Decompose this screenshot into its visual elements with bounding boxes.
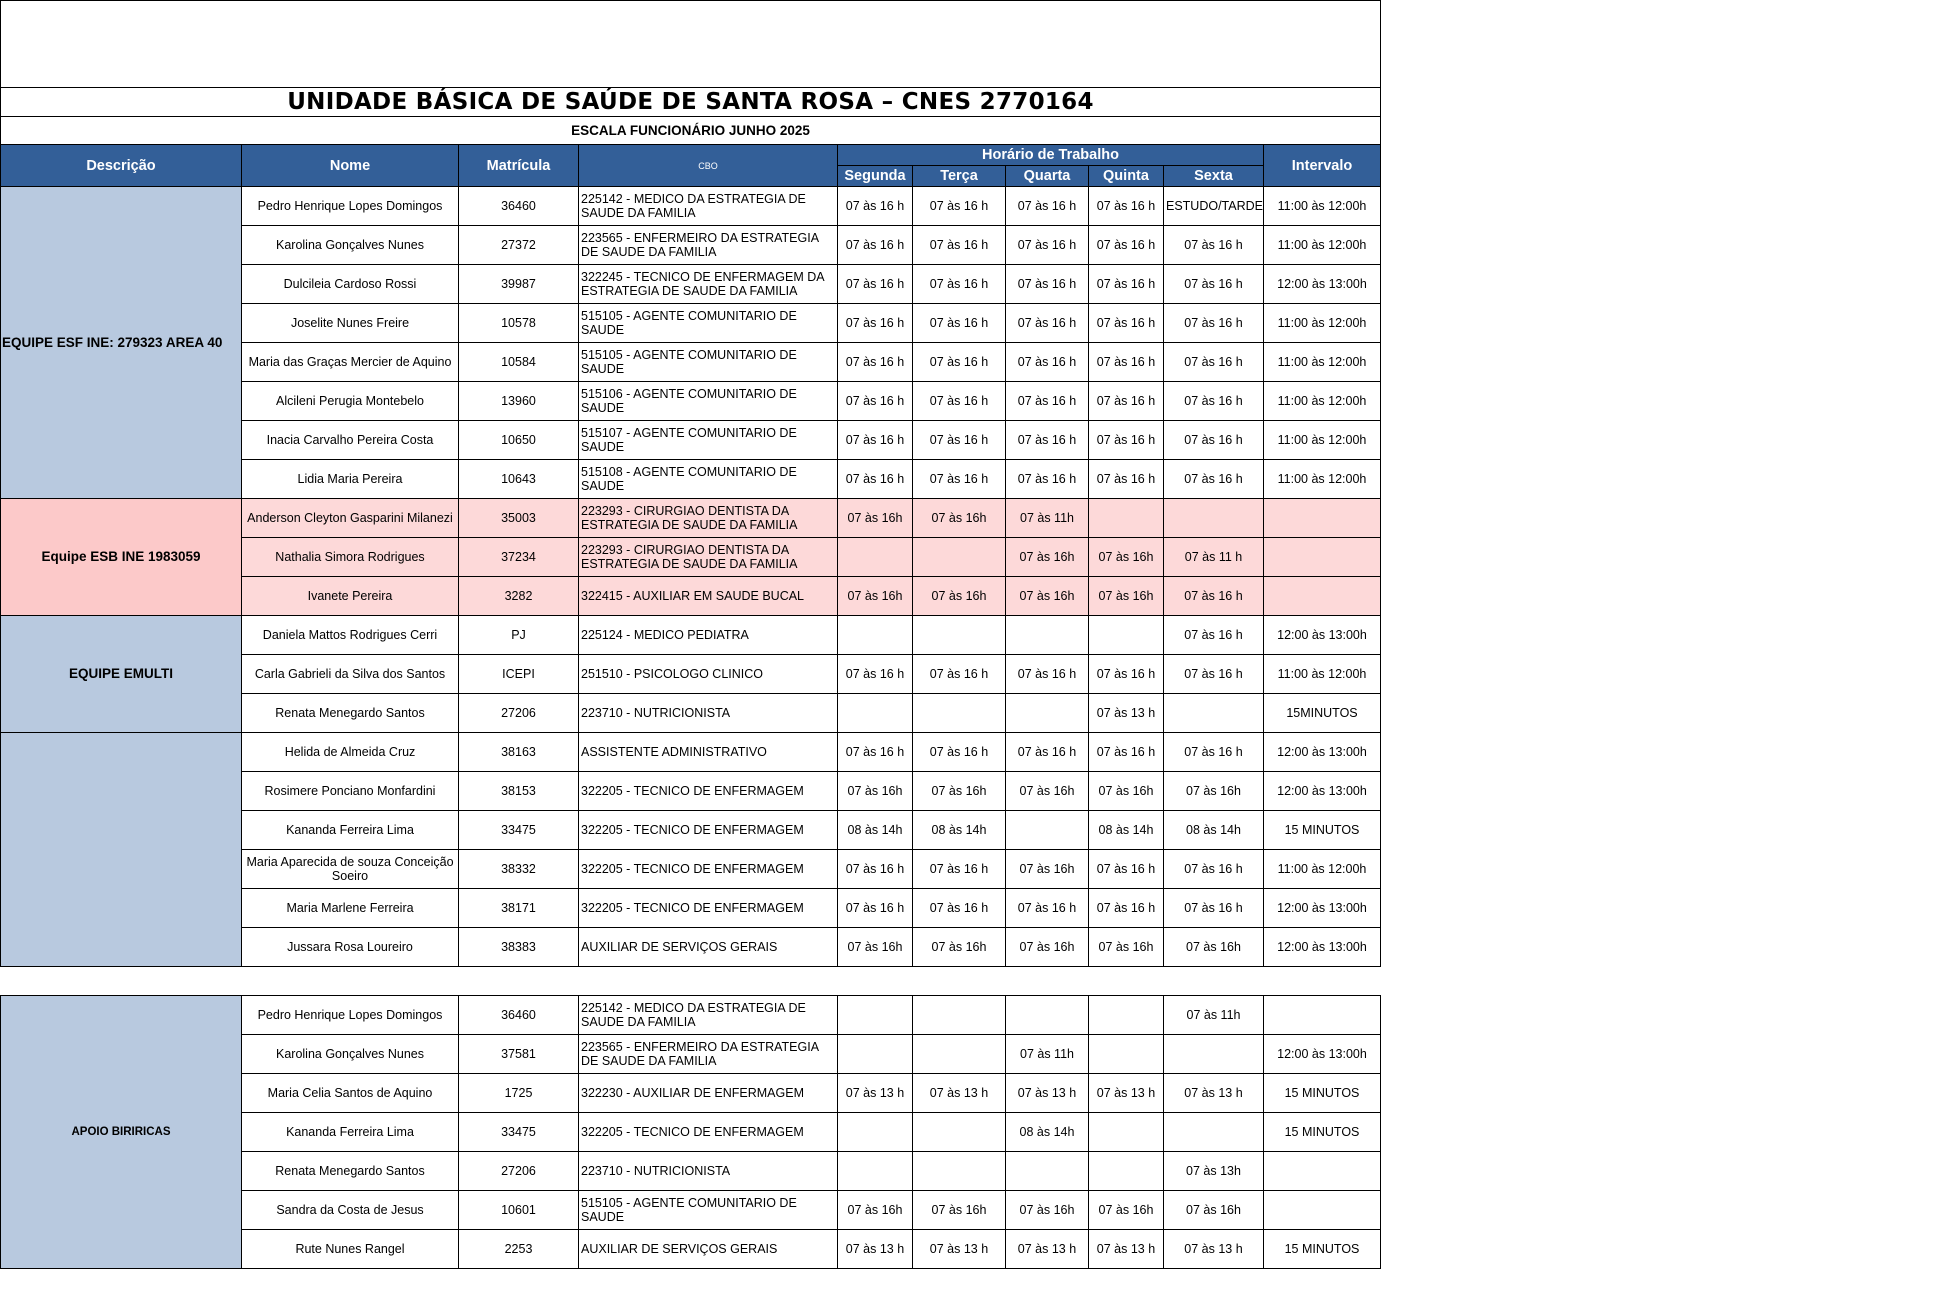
schedule-terca: 08 às 14h [913, 811, 1006, 850]
employee-name: Alcileni Perugia Montebelo [242, 382, 459, 421]
schedule-sexta: 07 às 13 h [1164, 1230, 1264, 1269]
employee-name: Ivanete Pereira [242, 577, 459, 616]
schedule-quarta: 07 às 16 h [1006, 421, 1089, 460]
schedule-segunda: 07 às 16 h [838, 226, 913, 265]
schedule-quinta: 07 às 16 h [1089, 226, 1164, 265]
schedule-quinta [1089, 1152, 1164, 1191]
employee-matricula: 2253 [459, 1230, 579, 1269]
schedule-quinta: 07 às 13 h [1089, 1074, 1164, 1113]
schedule-sexta [1164, 499, 1264, 538]
schedule-quarta: 07 às 16 h [1006, 460, 1089, 499]
schedule-quinta: 07 às 16 h [1089, 655, 1164, 694]
schedule-sexta: 07 às 16 h [1164, 226, 1264, 265]
employee-cbo: 223565 - ENFERMEIRO DA ESTRATEGIA DE SAUDE DA FAMILIA [579, 1035, 838, 1074]
schedule-quarta: 07 às 16 h [1006, 304, 1089, 343]
schedule-segunda: 07 às 16 h [838, 850, 913, 889]
schedule-segunda: 07 às 16 h [838, 733, 913, 772]
schedule-terca: 07 às 16h [913, 499, 1006, 538]
schedule-quarta: 07 às 16 h [1006, 733, 1089, 772]
schedule-quinta: 07 às 16 h [1089, 889, 1164, 928]
schedule-quinta: 07 às 16h [1089, 928, 1164, 967]
schedule-terca: 07 às 16 h [913, 226, 1006, 265]
employee-cbo: AUXILIAR DE SERVIÇOS GERAIS [579, 928, 838, 967]
schedule-sexta: 07 às 16 h [1164, 304, 1264, 343]
schedule-terca: 07 às 16 h [913, 343, 1006, 382]
employee-matricula: PJ [459, 616, 579, 655]
employee-intervalo: 12:00 às 13:00h [1264, 1035, 1381, 1074]
schedule-terca [913, 694, 1006, 733]
employee-intervalo [1264, 577, 1381, 616]
employee-name: Kananda Ferreira Lima [242, 811, 459, 850]
employee-name: Maria Celia Santos de Aquino [242, 1074, 459, 1113]
schedule-quinta: 07 às 16 h [1089, 304, 1164, 343]
employee-cbo: ASSISTENTE ADMINISTRATIVO [579, 733, 838, 772]
schedule-quarta: 07 às 16h [1006, 928, 1089, 967]
schedule-quarta: 07 às 16h [1006, 1191, 1089, 1230]
employee-cbo: 322205 - TECNICO DE ENFERMAGEM [579, 1113, 838, 1152]
employee-matricula: 10601 [459, 1191, 579, 1230]
schedule-sexta: 07 às 16h [1164, 1191, 1264, 1230]
header-intervalo: Intervalo [1264, 145, 1381, 187]
employee-intervalo: 15MINUTOS [1264, 694, 1381, 733]
employee-matricula: 39987 [459, 265, 579, 304]
schedule-segunda [838, 538, 913, 577]
schedule-quarta: 07 às 11h [1006, 1035, 1089, 1074]
schedule-terca: 07 às 16 h [913, 655, 1006, 694]
schedule-terca: 07 às 16 h [913, 850, 1006, 889]
employee-matricula: 10584 [459, 343, 579, 382]
schedule-quinta: 07 às 16 h [1089, 733, 1164, 772]
schedule-segunda: 07 às 16 h [838, 889, 913, 928]
employee-cbo: 515107 - AGENTE COMUNITARIO DE SAUDE [579, 421, 838, 460]
schedule-sexta: 08 às 14h [1164, 811, 1264, 850]
schedule-quarta [1006, 811, 1089, 850]
schedule-terca: 07 às 16h [913, 1191, 1006, 1230]
employee-cbo: 223710 - NUTRICIONISTA [579, 1152, 838, 1191]
header-day: Quinta [1089, 166, 1164, 187]
employee-intervalo: 15 MINUTOS [1264, 1074, 1381, 1113]
employee-name: Joselite Nunes Freire [242, 304, 459, 343]
employee-name: Karolina Gonçalves Nunes [242, 226, 459, 265]
employee-cbo: 322230 - AUXILIAR DE ENFERMAGEM [579, 1074, 838, 1113]
schedule-terca: 07 às 16 h [913, 733, 1006, 772]
employee-cbo: AUXILIAR DE SERVIÇOS GERAIS [579, 1230, 838, 1269]
schedule-quinta: 07 às 16h [1089, 538, 1164, 577]
employee-intervalo: 12:00 às 13:00h [1264, 265, 1381, 304]
schedule-terca [913, 616, 1006, 655]
employee-name: Maria das Graças Mercier de Aquino [242, 343, 459, 382]
schedule-segunda: 07 às 16h [838, 1191, 913, 1230]
employee-intervalo [1264, 499, 1381, 538]
employee-intervalo: 11:00 às 12:00h [1264, 382, 1381, 421]
employee-cbo: 322205 - TECNICO DE ENFERMAGEM [579, 772, 838, 811]
schedule-quarta: 07 às 13 h [1006, 1230, 1089, 1269]
employee-intervalo: 15 MINUTOS [1264, 1230, 1381, 1269]
schedule-sexta: 07 às 16 h [1164, 733, 1264, 772]
employee-intervalo: 11:00 às 12:00h [1264, 343, 1381, 382]
schedule-sexta: 07 às 16h [1164, 928, 1264, 967]
employee-name: Dulcileia Cardoso Rossi [242, 265, 459, 304]
apoio-table [0, 995, 1381, 1269]
employee-matricula: 3282 [459, 577, 579, 616]
schedule-quarta [1006, 996, 1089, 1035]
employee-matricula: 38383 [459, 928, 579, 967]
schedule-segunda: 07 às 16 h [838, 187, 913, 226]
employee-matricula: 35003 [459, 499, 579, 538]
schedule-quinta: 07 às 16 h [1089, 187, 1164, 226]
schedule-segunda [838, 996, 913, 1035]
schedule-quarta: 07 às 16h [1006, 538, 1089, 577]
document-title: UNIDADE BÁSICA DE SAÚDE DE SANTA ROSA – CNES 2770164 [1, 88, 1381, 117]
schedule-segunda [838, 616, 913, 655]
schedule-segunda: 07 às 16 h [838, 655, 913, 694]
table-row [1, 499, 1381, 538]
employee-name: Renata Menegardo Santos [242, 694, 459, 733]
schedule-sexta: 07 às 16 h [1164, 343, 1264, 382]
schedule-quarta: 07 às 16 h [1006, 655, 1089, 694]
employee-matricula: 10650 [459, 421, 579, 460]
employee-intervalo: 11:00 às 12:00h [1264, 304, 1381, 343]
employee-intervalo [1264, 1191, 1381, 1230]
schedule-quinta: 07 às 16 h [1089, 421, 1164, 460]
schedule-segunda: 07 às 16h [838, 772, 913, 811]
employee-name: Maria Aparecida de souza Conceição Soeiro [242, 850, 459, 889]
schedule-quinta [1089, 996, 1164, 1035]
schedule-quarta: 08 às 14h [1006, 1113, 1089, 1152]
employee-intervalo [1264, 1152, 1381, 1191]
schedule-terca: 07 às 13 h [913, 1074, 1006, 1113]
schedule-terca: 07 às 16 h [913, 421, 1006, 460]
employee-name: Anderson Cleyton Gasparini Milanezi [242, 499, 459, 538]
employee-matricula: 27372 [459, 226, 579, 265]
employee-matricula: 33475 [459, 811, 579, 850]
schedule-terca [913, 996, 1006, 1035]
employee-matricula: ICEPI [459, 655, 579, 694]
schedule-quinta: 07 às 16 h [1089, 343, 1164, 382]
schedule-quinta: 07 às 16h [1089, 1191, 1164, 1230]
schedule-segunda: 07 às 16 h [838, 460, 913, 499]
employee-matricula: 37581 [459, 1035, 579, 1074]
schedule-terca [913, 1152, 1006, 1191]
employee-matricula: 33475 [459, 1113, 579, 1152]
employee-name: Jussara Rosa Loureiro [242, 928, 459, 967]
employee-matricula: 38332 [459, 850, 579, 889]
employee-intervalo: 11:00 às 12:00h [1264, 421, 1381, 460]
schedule-terca: 07 às 16 h [913, 304, 1006, 343]
employee-matricula: 10578 [459, 304, 579, 343]
schedule-quinta [1089, 499, 1164, 538]
schedule-sexta: 07 às 13 h [1164, 1074, 1264, 1113]
schedule-sexta: 07 às 16 h [1164, 577, 1264, 616]
schedule-terca: 07 às 13 h [913, 1230, 1006, 1269]
employee-matricula: 38153 [459, 772, 579, 811]
schedule-segunda: 07 às 16 h [838, 343, 913, 382]
employee-name: Daniela Mattos Rodrigues Cerri [242, 616, 459, 655]
employee-intervalo: 12:00 às 13:00h [1264, 889, 1381, 928]
schedule-sexta: 07 às 16 h [1164, 421, 1264, 460]
schedule-quinta: 07 às 16 h [1089, 265, 1164, 304]
schedule-sexta: 07 às 16 h [1164, 889, 1264, 928]
schedule-terca [913, 1113, 1006, 1152]
employee-cbo: 322205 - TECNICO DE ENFERMAGEM [579, 889, 838, 928]
employee-name: Rosimere Ponciano Monfardini [242, 772, 459, 811]
schedule-segunda: 07 às 16h [838, 577, 913, 616]
employee-matricula: 36460 [459, 187, 579, 226]
employee-name: Karolina Gonçalves Nunes [242, 1035, 459, 1074]
employee-name: Sandra da Costa de Jesus [242, 1191, 459, 1230]
employee-matricula: 13960 [459, 382, 579, 421]
employee-cbo: 225142 - MEDICO DA ESTRATEGIA DE SAUDE DA FAMILIA [579, 996, 838, 1035]
schedule-quarta [1006, 1152, 1089, 1191]
employee-cbo: 322205 - TECNICO DE ENFERMAGEM [579, 850, 838, 889]
schedule-terca: 07 às 16 h [913, 889, 1006, 928]
schedule-segunda: 07 às 16h [838, 499, 913, 538]
employee-intervalo: 12:00 às 13:00h [1264, 928, 1381, 967]
header-nome: Nome [242, 145, 459, 187]
employee-cbo: 515105 - AGENTE COMUNITARIO DE SAUDE [579, 1191, 838, 1230]
employee-name: Rute Nunes Rangel [242, 1230, 459, 1269]
header-horario: Horário de Trabalho [838, 145, 1264, 166]
group-label: EQUIPE EMULTI [1, 616, 242, 733]
header-day: Sexta [1164, 166, 1264, 187]
header-cbo: CBO [579, 145, 838, 187]
schedule-terca: 07 às 16 h [913, 382, 1006, 421]
employee-cbo: 322205 - TECNICO DE ENFERMAGEM [579, 811, 838, 850]
schedule-segunda: 07 às 16 h [838, 421, 913, 460]
employee-intervalo: 12:00 às 13:00h [1264, 772, 1381, 811]
schedule-sexta: 07 às 16 h [1164, 850, 1264, 889]
employee-name: Maria Marlene Ferreira [242, 889, 459, 928]
schedule-quarta: 07 às 16 h [1006, 889, 1089, 928]
schedule-sexta: 07 às 16h [1164, 772, 1264, 811]
schedule-quarta: 07 às 16 h [1006, 226, 1089, 265]
schedule-sexta: 07 às 11 h [1164, 538, 1264, 577]
employee-intervalo: 15 MINUTOS [1264, 811, 1381, 850]
employee-name: Carla Gabrieli da Silva dos Santos [242, 655, 459, 694]
schedule-segunda [838, 1113, 913, 1152]
header-day: Quarta [1006, 166, 1089, 187]
schedule-sexta [1164, 1113, 1264, 1152]
schedule-quarta: 07 às 16h [1006, 772, 1089, 811]
employee-cbo: 515108 - AGENTE COMUNITARIO DE SAUDE [579, 460, 838, 499]
employee-intervalo: 11:00 às 12:00h [1264, 187, 1381, 226]
employee-name: Pedro Henrique Lopes Domingos [242, 996, 459, 1035]
schedule-segunda: 08 às 14h [838, 811, 913, 850]
schedule-quarta: 07 às 16 h [1006, 265, 1089, 304]
schedule-quinta: 07 às 16 h [1089, 382, 1164, 421]
employee-intervalo: 11:00 às 12:00h [1264, 460, 1381, 499]
employee-cbo: 322245 - TECNICO DE ENFERMAGEM DA ESTRATEGIA DE SAUDE DA FAMILIA [579, 265, 838, 304]
employee-matricula: 37234 [459, 538, 579, 577]
employee-cbo: 225142 - MEDICO DA ESTRATEGIA DE SAUDE DA FAMILIA [579, 187, 838, 226]
schedule-terca [913, 538, 1006, 577]
header-day: Segunda [838, 166, 913, 187]
blank-banner [1, 1, 1381, 88]
employee-name: Kananda Ferreira Lima [242, 1113, 459, 1152]
header-descricao: Descrição [1, 145, 242, 187]
employee-name: Inacia Carvalho Pereira Costa [242, 421, 459, 460]
schedule-quarta: 07 às 16h [1006, 850, 1089, 889]
employee-cbo: 515105 - AGENTE COMUNITARIO DE SAUDE [579, 343, 838, 382]
table-row [1, 616, 1381, 655]
employee-matricula: 27206 [459, 1152, 579, 1191]
employee-cbo: 515105 - AGENTE COMUNITARIO DE SAUDE [579, 304, 838, 343]
employee-matricula: 1725 [459, 1074, 579, 1113]
employee-cbo: 515106 - AGENTE COMUNITARIO DE SAUDE [579, 382, 838, 421]
schedule-sexta: 07 às 13h [1164, 1152, 1264, 1191]
schedule-terca: 07 às 16h [913, 772, 1006, 811]
employee-intervalo: 11:00 às 12:00h [1264, 655, 1381, 694]
schedule-sexta: 07 às 16 h [1164, 616, 1264, 655]
employee-cbo: 225124 - MEDICO PEDIATRA [579, 616, 838, 655]
schedule-quinta: 07 às 16 h [1089, 460, 1164, 499]
schedule-segunda: 07 às 13 h [838, 1074, 913, 1113]
employee-cbo: 223565 - ENFERMEIRO DA ESTRATEGIA DE SAUDE DA FAMILIA [579, 226, 838, 265]
employee-name: Pedro Henrique Lopes Domingos [242, 187, 459, 226]
schedule-sexta: 07 às 16 h [1164, 655, 1264, 694]
employee-cbo: 223293 - CIRURGIAO DENTISTA DA ESTRATEGIA DE SAUDE DA FAMILIA [579, 499, 838, 538]
header-matricula: Matrícula [459, 145, 579, 187]
table-row [1, 996, 1381, 1035]
employee-cbo: 223710 - NUTRICIONISTA [579, 694, 838, 733]
employee-intervalo: 15 MINUTOS [1264, 1113, 1381, 1152]
employee-matricula: 10643 [459, 460, 579, 499]
employee-intervalo: 12:00 às 13:00h [1264, 733, 1381, 772]
schedule-quarta [1006, 694, 1089, 733]
employee-name: Helida de Almeida Cruz [242, 733, 459, 772]
group-label: EQUIPE ESF INE: 279323 AREA 40 [1, 187, 242, 499]
schedule-sexta: 07 às 16 h [1164, 382, 1264, 421]
schedule-segunda: 07 às 16 h [838, 265, 913, 304]
schedule-quarta: 07 às 16 h [1006, 187, 1089, 226]
schedule-segunda [838, 1035, 913, 1074]
schedule-sexta: 07 às 11h [1164, 996, 1264, 1035]
employee-cbo: 223293 - CIRURGIAO DENTISTA DA ESTRATEGIA DE SAUDE DA FAMILIA [579, 538, 838, 577]
schedule-quarta: 07 às 16 h [1006, 382, 1089, 421]
schedule-terca: 07 às 16 h [913, 460, 1006, 499]
schedule-quinta: 07 às 16 h [1089, 850, 1164, 889]
schedule-quarta [1006, 616, 1089, 655]
schedule-terca: 07 às 16 h [913, 265, 1006, 304]
schedule-quinta: 07 às 16h [1089, 772, 1164, 811]
document-subtitle: ESCALA FUNCIONÁRIO JUNHO 2025 [1, 117, 1381, 145]
schedule-terca [913, 1035, 1006, 1074]
schedule-segunda [838, 694, 913, 733]
employee-intervalo: 12:00 às 13:00h [1264, 616, 1381, 655]
schedule-terca: 07 às 16 h [913, 187, 1006, 226]
schedule-segunda: 07 às 16 h [838, 304, 913, 343]
schedule-quarta: 07 às 16h [1006, 577, 1089, 616]
employee-cbo: 322415 - AUXILIAR EM SAUDE BUCAL [579, 577, 838, 616]
header-day: Terça [913, 166, 1006, 187]
group-label [1, 733, 242, 967]
employee-intervalo [1264, 996, 1381, 1035]
schedule-quinta: 07 às 16h [1089, 577, 1164, 616]
schedule-terca: 07 às 16h [913, 577, 1006, 616]
schedule-quarta: 07 às 16 h [1006, 343, 1089, 382]
schedule-quinta: 08 às 14h [1089, 811, 1164, 850]
employee-cbo: 251510 - PSICOLOGO CLINICO [579, 655, 838, 694]
employee-intervalo: 11:00 às 12:00h [1264, 850, 1381, 889]
group-label: APOIO BIRIRICAS [1, 996, 242, 1269]
employee-intervalo [1264, 538, 1381, 577]
schedule-terca: 07 às 16h [913, 928, 1006, 967]
table-row [1, 187, 1381, 226]
employee-matricula: 36460 [459, 996, 579, 1035]
table-row [1, 733, 1381, 772]
group-label: Equipe ESB INE 1983059 [1, 499, 242, 616]
schedule-sexta [1164, 694, 1264, 733]
employee-matricula: 27206 [459, 694, 579, 733]
schedule-segunda [838, 1152, 913, 1191]
schedule-sexta: 07 às 16 h [1164, 265, 1264, 304]
schedule-segunda: 07 às 16h [838, 928, 913, 967]
schedule-quinta [1089, 616, 1164, 655]
schedule-quarta: 07 às 13 h [1006, 1074, 1089, 1113]
schedule-segunda: 07 às 16 h [838, 382, 913, 421]
employee-name: Renata Menegardo Santos [242, 1152, 459, 1191]
employee-matricula: 38163 [459, 733, 579, 772]
schedule-segunda: 07 às 13 h [838, 1230, 913, 1269]
employee-name: Lidia Maria Pereira [242, 460, 459, 499]
schedule-quarta: 07 às 11h [1006, 499, 1089, 538]
schedule-sexta [1164, 1035, 1264, 1074]
schedule-quinta: 07 às 13 h [1089, 694, 1164, 733]
employee-name: Nathalia Simora Rodrigues [242, 538, 459, 577]
schedule-quinta [1089, 1035, 1164, 1074]
schedule-sexta: ESTUDO/TARDE [1164, 187, 1264, 226]
schedule-quinta [1089, 1113, 1164, 1152]
employee-matricula: 38171 [459, 889, 579, 928]
schedule-quinta: 07 às 13 h [1089, 1230, 1164, 1269]
schedule-sexta: 07 às 16 h [1164, 460, 1264, 499]
employee-intervalo: 11:00 às 12:00h [1264, 226, 1381, 265]
